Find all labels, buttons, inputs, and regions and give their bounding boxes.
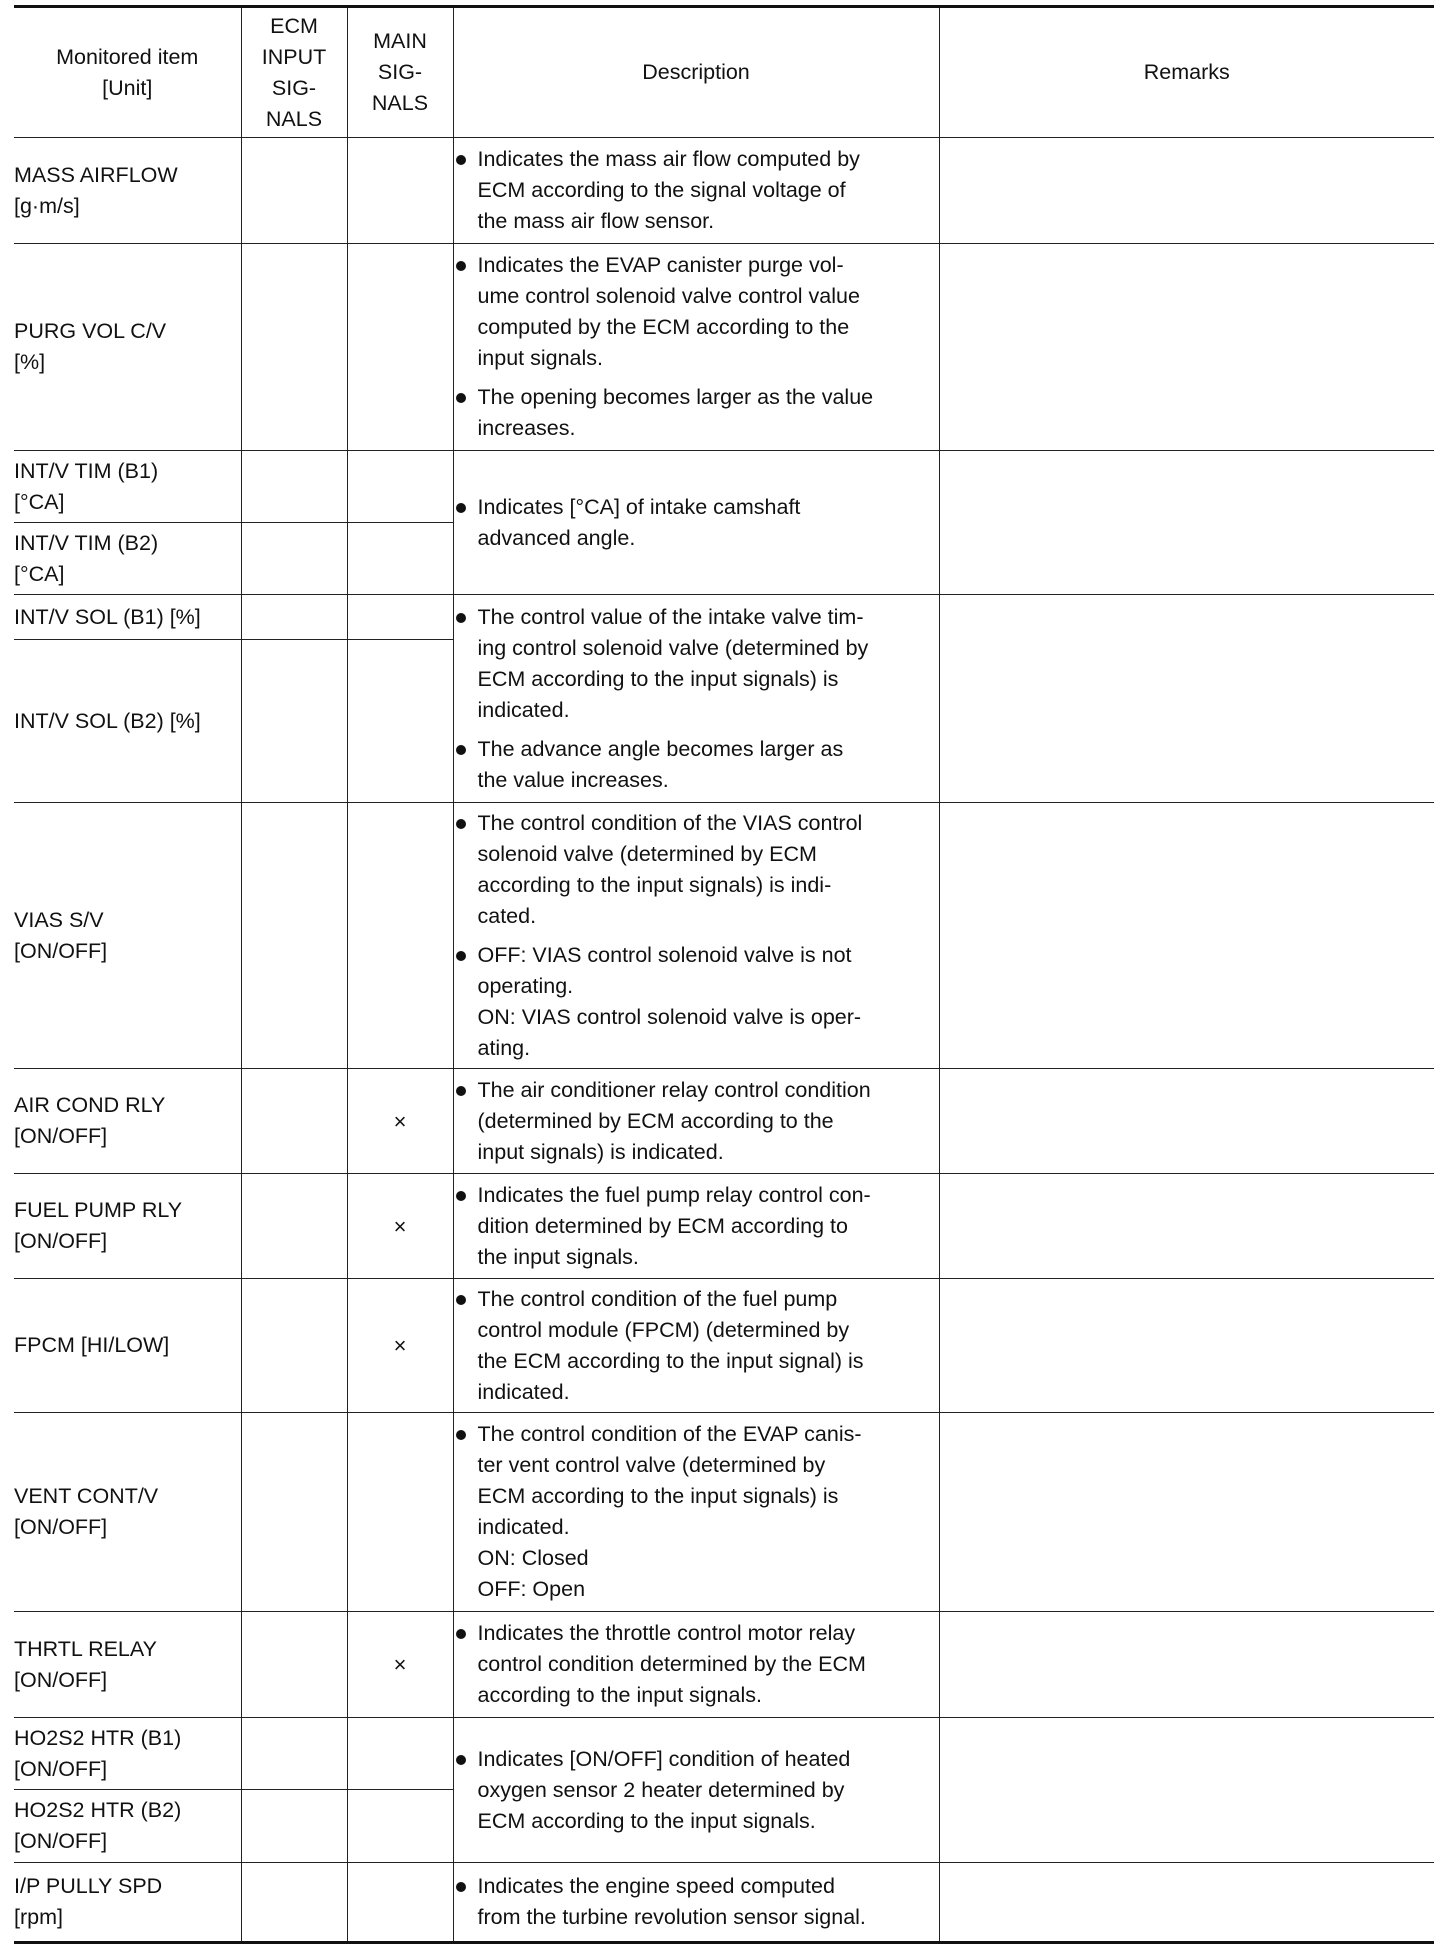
- description-line: The control condition of the fuel pump: [477, 1286, 838, 1311]
- bullet-icon: [456, 155, 466, 165]
- description-line: The control condition of the VIAS control: [477, 810, 863, 835]
- item-label: INT/V SOL (B1) [%]: [14, 604, 201, 629]
- remarks-cell: [939, 1612, 1434, 1718]
- table-row: [14, 244, 1434, 451]
- description-line: The opening becomes larger as the value: [477, 385, 874, 409]
- description-line: The advance angle becomes larger as: [477, 736, 844, 761]
- description-line: Indicates the mass air flow computed by: [477, 147, 860, 171]
- item-label: HO2S2 HTR (B1): [14, 1725, 182, 1750]
- remarks-cell: [939, 1863, 1434, 1943]
- description-line: The control value of the intake valve tim-: [477, 604, 864, 629]
- bullet-item: [454, 734, 939, 796]
- item-label: HO2S2 HTR (B2): [14, 1798, 182, 1822]
- description-line: control module (FPCM) (determined by: [477, 1317, 850, 1342]
- bullet-icon: [456, 1629, 466, 1639]
- description-line: ECM according to the signal voltage of: [477, 178, 846, 202]
- table-row: [14, 1069, 1434, 1174]
- item-label: FUEL PUMP RLY: [14, 1198, 183, 1222]
- consult-monitor-table: [14, 5, 1434, 1944]
- table-row: [14, 1612, 1434, 1718]
- monitored-item: [14, 640, 241, 803]
- description-line: OFF: Open: [477, 1577, 586, 1601]
- monitored-item: [14, 803, 241, 1069]
- bullet-icon: [456, 1882, 466, 1892]
- description-line: ECM according to the input signals.: [477, 1808, 816, 1833]
- main-signal-cell: [347, 523, 453, 595]
- table-row: [14, 138, 1434, 244]
- header-text: NALS: [371, 91, 429, 115]
- description-line: The control condition of the EVAP canis-: [477, 1422, 862, 1446]
- main-signal-cell: [347, 1790, 453, 1863]
- monitored-item: [14, 1413, 241, 1612]
- header-row: [14, 7, 1434, 138]
- ecm-input-cell: [241, 1174, 347, 1279]
- header-text: SIG-: [271, 75, 317, 100]
- bullet-icon: [456, 819, 466, 829]
- item-unit: [ON/OFF]: [14, 1667, 108, 1692]
- monitored-item: [14, 595, 241, 640]
- description-line: input signals) is indicated.: [477, 1139, 724, 1164]
- table-row: [14, 1174, 1434, 1279]
- header-remarks: Remarks: [939, 7, 1434, 138]
- description-line: ON: Closed: [477, 1546, 589, 1570]
- bullet-item: [454, 1744, 939, 1837]
- description-line: operating.: [477, 973, 574, 998]
- item-label: INT/V SOL (B2) [%]: [14, 708, 201, 733]
- bullet-icon: [456, 1755, 466, 1765]
- item-unit: [ON/OFF]: [14, 938, 108, 963]
- description-line: (determined by ECM according to the: [477, 1108, 834, 1133]
- description-line: the value increases.: [477, 767, 669, 792]
- item-label: I/P PULLY SPD: [14, 1874, 163, 1898]
- bullet-item: [454, 1284, 939, 1408]
- item-label: INT/V TIM (B1): [14, 458, 159, 483]
- table-row: [14, 1863, 1434, 1943]
- bullet-item: [454, 144, 939, 237]
- item-label: AIR COND RLY: [14, 1093, 166, 1117]
- table-row: [14, 451, 1434, 523]
- monitored-item: [14, 1790, 241, 1863]
- header-text: [Unit]: [102, 75, 153, 100]
- item-unit: [%]: [14, 350, 46, 374]
- bullet-item: [454, 1075, 939, 1168]
- description-line: the input signals.: [477, 1244, 639, 1269]
- description-line: OFF: VIAS control solenoid valve is not: [477, 942, 852, 967]
- table-row: [14, 1413, 1434, 1612]
- bullet-item: [454, 1419, 939, 1605]
- description-line: ating.: [477, 1035, 531, 1060]
- item-label: INT/V TIM (B2): [14, 530, 159, 555]
- remarks-cell: [939, 138, 1434, 244]
- bullet-item: [454, 382, 939, 444]
- header-main-signals: [347, 7, 453, 138]
- header-description: Description: [453, 7, 939, 138]
- header-text: MAIN: [373, 29, 427, 53]
- ecm-input-cell: [241, 595, 347, 640]
- table-row: [14, 1718, 1434, 1790]
- remarks-cell: [939, 595, 1434, 803]
- description-cell: [453, 138, 939, 244]
- main-signal-cell: [347, 138, 453, 244]
- description-line: Indicates the throttle control motor relay: [477, 1621, 856, 1645]
- description-line: ON: VIAS control solenoid valve is oper-: [477, 1004, 862, 1029]
- description-cell: [453, 1718, 939, 1863]
- monitored-item: [14, 451, 241, 523]
- description-line: computed by the ECM according to the: [477, 315, 850, 339]
- header-text: Monitored item: [56, 44, 199, 69]
- ecm-input-cell: [241, 244, 347, 451]
- item-label: PURG VOL C/V: [14, 319, 167, 343]
- ecm-input-cell: [241, 1612, 347, 1718]
- header-text: NALS: [265, 106, 323, 131]
- description-cell: [453, 451, 939, 595]
- description-line: from the turbine revolution sensor signal.: [477, 1905, 866, 1929]
- ecm-input-cell: [241, 640, 347, 803]
- remarks-cell: [939, 803, 1434, 1069]
- description-line: Indicates the engine speed computed: [477, 1874, 835, 1898]
- description-line: advanced angle.: [477, 525, 636, 550]
- bullet-item: [454, 1180, 939, 1273]
- description-line: solenoid valve (determined by ECM: [477, 841, 817, 866]
- description-line: the mass air flow sensor.: [477, 209, 715, 233]
- description-line: indicated.: [477, 697, 570, 722]
- item-unit: [rpm]: [14, 1905, 63, 1929]
- description-cell: [453, 1069, 939, 1174]
- monitored-item: [14, 1612, 241, 1718]
- bullet-icon: [456, 1430, 466, 1440]
- remarks-cell: [939, 1413, 1434, 1612]
- remarks-cell: [939, 1279, 1434, 1413]
- ecm-input-cell: [241, 803, 347, 1069]
- monitored-item: [14, 1174, 241, 1279]
- bullet-icon: [456, 261, 466, 271]
- main-signal-cell: [347, 1718, 453, 1790]
- item-unit: [°CA]: [14, 561, 65, 586]
- description-cell: [453, 803, 939, 1069]
- description-line: Indicates [°CA] of intake camshaft: [477, 494, 801, 519]
- description-line: Indicates the fuel pump relay control con-: [477, 1182, 871, 1207]
- bullet-item: [454, 1871, 939, 1933]
- main-signal-cell: [347, 451, 453, 523]
- main-signal-cell: ×: [347, 1069, 453, 1174]
- main-signal-cell: ×: [347, 1174, 453, 1279]
- bullet-icon: [456, 503, 466, 513]
- bullet-icon: [456, 1086, 466, 1096]
- main-signal-cell: [347, 1413, 453, 1612]
- description-line: Indicates the EVAP canister purge vol-: [477, 253, 844, 277]
- description-line: ECM according to the input signals) is: [477, 1484, 839, 1508]
- item-unit: [°CA]: [14, 489, 65, 514]
- description-cell: [453, 1612, 939, 1718]
- bullet-item: [454, 808, 939, 932]
- main-signal-cell: [347, 803, 453, 1069]
- bullet-icon: [456, 951, 466, 961]
- item-label: VIAS S/V: [14, 907, 104, 932]
- remarks-cell: [939, 451, 1434, 595]
- ecm-input-cell: [241, 1069, 347, 1174]
- table-row: [14, 1279, 1434, 1413]
- item-label: VENT CONT/V: [14, 1484, 159, 1508]
- bullet-item: [454, 940, 939, 1064]
- header-monitored-item: [14, 7, 241, 138]
- monitored-item: [14, 1069, 241, 1174]
- description-line: increases.: [477, 416, 576, 440]
- description-line: indicated.: [477, 1379, 570, 1404]
- item-unit: [ON/OFF]: [14, 1124, 108, 1148]
- main-signal-cell: ×: [347, 1612, 453, 1718]
- ecm-input-cell: [241, 1413, 347, 1612]
- bullet-icon: [456, 745, 466, 755]
- bullet-icon: [456, 393, 466, 403]
- header-text: INPUT: [261, 44, 327, 69]
- item-unit: [ON/OFF]: [14, 1515, 108, 1539]
- remarks-cell: [939, 244, 1434, 451]
- remarks-cell: [939, 1718, 1434, 1863]
- description-line: according to the input signals) is indi-: [477, 872, 832, 897]
- description-line: control condition determined by the ECM: [477, 1652, 866, 1676]
- bullet-icon: [456, 1191, 466, 1201]
- description-line: the ECM according to the input signal) is: [477, 1348, 864, 1373]
- description-cell: [453, 244, 939, 451]
- description-line: The air conditioner relay control condition: [477, 1077, 871, 1102]
- monitored-item: [14, 138, 241, 244]
- description-line: indicated.: [477, 1515, 570, 1539]
- description-line: dition determined by ECM according to: [477, 1213, 848, 1238]
- header-text: SIG-: [377, 60, 423, 84]
- ecm-input-cell: [241, 1279, 347, 1413]
- item-unit: [ON/OFF]: [14, 1756, 108, 1781]
- main-signal-cell: ×: [347, 1279, 453, 1413]
- bullet-item: [454, 492, 939, 554]
- description-line: input signals.: [477, 346, 603, 370]
- item-unit: [g·m/s]: [14, 193, 80, 218]
- description-cell: [453, 1863, 939, 1943]
- description-line: cated.: [477, 903, 537, 928]
- description-line: ECM according to the input signals) is: [477, 666, 839, 691]
- monitored-item: [14, 244, 241, 451]
- monitored-item: [14, 523, 241, 595]
- monitored-item: [14, 1279, 241, 1413]
- bullet-item: [454, 1618, 939, 1711]
- item-label: THRTL RELAY: [14, 1636, 157, 1661]
- main-signal-cell: [347, 244, 453, 451]
- bullet-item: [454, 250, 939, 374]
- item-label: FPCM [HI/LOW]: [14, 1333, 170, 1357]
- header-ecm-input-signals: [241, 7, 347, 138]
- bullet-icon: [456, 1295, 466, 1305]
- item-unit: [ON/OFF]: [14, 1829, 108, 1853]
- table-row: [14, 803, 1434, 1069]
- description-line: according to the input signals.: [477, 1683, 762, 1707]
- ecm-input-cell: [241, 523, 347, 595]
- bullet-icon: [456, 613, 466, 623]
- description-line: Indicates [ON/OFF] condition of heated: [477, 1746, 851, 1771]
- description-line: ume control solenoid valve control value: [477, 284, 860, 308]
- monitored-item: [14, 1718, 241, 1790]
- header-text: ECM: [270, 13, 318, 38]
- remarks-cell: [939, 1174, 1434, 1279]
- remarks-cell: [939, 1069, 1434, 1174]
- description-line: ter vent control valve (determined by: [477, 1453, 826, 1477]
- main-signal-cell: [347, 595, 453, 640]
- item-label: MASS AIRFLOW: [14, 162, 178, 187]
- description-line: oxygen sensor 2 heater determined by: [477, 1777, 845, 1802]
- description-cell: [453, 595, 939, 803]
- ecm-input-cell: [241, 138, 347, 244]
- ecm-input-cell: [241, 451, 347, 523]
- table-row: [14, 595, 1434, 640]
- main-signal-cell: [347, 1863, 453, 1943]
- ecm-input-cell: [241, 1863, 347, 1943]
- ecm-input-cell: [241, 1718, 347, 1790]
- ecm-input-cell: [241, 1790, 347, 1863]
- main-signal-cell: [347, 640, 453, 803]
- monitored-item: [14, 1863, 241, 1943]
- bullet-item: [454, 602, 939, 726]
- description-cell: [453, 1279, 939, 1413]
- description-line: ing control solenoid valve (determined by: [477, 635, 869, 660]
- description-cell: [453, 1174, 939, 1279]
- description-cell: [453, 1413, 939, 1612]
- item-unit: [ON/OFF]: [14, 1229, 108, 1253]
